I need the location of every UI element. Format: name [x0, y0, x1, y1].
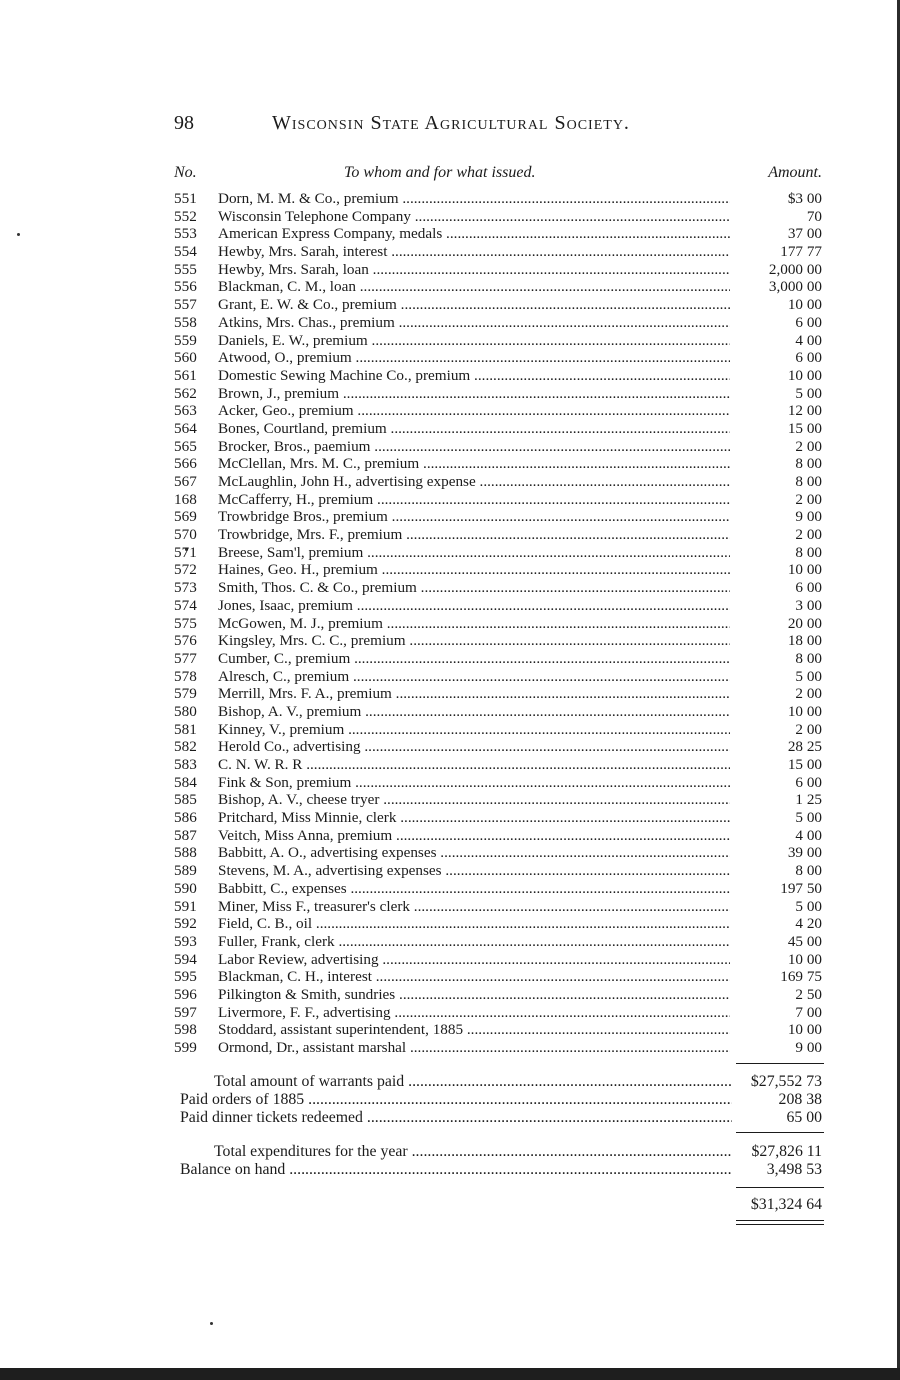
table-row	[174, 208, 826, 226]
warrant-amount: 9 00	[791, 1039, 822, 1057]
warrant-description: Brown, J., premium .....	[218, 385, 730, 403]
warrant-amount: 37 00	[784, 225, 822, 243]
grand-total-row	[174, 1195, 826, 1215]
warrant-number: 591	[174, 897, 197, 915]
warrant-description: American Express Company, medals .....	[218, 225, 730, 243]
warrant-number: 553	[174, 225, 197, 243]
table-row	[174, 986, 826, 1004]
warrant-amount: 2 00	[791, 491, 822, 509]
warrant-amount: 6 00	[791, 774, 822, 792]
warrant-amount: 5 00	[791, 668, 822, 686]
table-row	[174, 951, 826, 969]
warrant-description: Bishop, A. V., cheese tryer .....	[218, 791, 730, 809]
warrant-amount: 15 00	[784, 420, 822, 438]
warrant-amount: 4 20	[791, 915, 822, 933]
warrant-description: Blackman, C. M., loan .....	[218, 278, 730, 296]
table-row	[174, 491, 826, 509]
warrant-number: 575	[174, 614, 197, 632]
warrant-description: Trowbridge Bros., premium .....	[218, 508, 730, 526]
warrant-description: Wisconsin Telephone Company .....	[218, 208, 730, 226]
warrant-description: Livermore, F. F., advertising .....	[218, 1004, 730, 1022]
warrant-number: 576	[174, 632, 197, 650]
table-row	[174, 278, 826, 296]
table-row	[174, 473, 826, 491]
page-number: 98	[174, 112, 194, 134]
warrant-description: Ormond, Dr., assistant marshal .....	[218, 1039, 730, 1057]
warrants-total-value: $27,552 73	[747, 1072, 822, 1092]
warrant-description: Hewby, Mrs. Sarah, interest .....	[218, 243, 730, 261]
table-row	[174, 597, 826, 615]
table-row	[174, 402, 826, 420]
warrant-number: 583	[174, 756, 197, 773]
scan-edge-bottom	[0, 1368, 900, 1380]
warrant-amount: 28 25	[784, 738, 822, 756]
table-row	[174, 898, 826, 916]
table-row	[174, 862, 826, 880]
table-row	[174, 968, 826, 986]
table-row	[174, 243, 826, 261]
warrant-description: Alresch, C., premium .....	[218, 668, 730, 686]
warrant-amount: 3 00	[791, 597, 822, 615]
table-row	[174, 844, 826, 862]
warrant-amount: 2 00	[791, 526, 822, 544]
warrant-amount: 6 00	[791, 349, 822, 367]
warrant-number: 573	[174, 579, 197, 597]
balance-row	[174, 1160, 826, 1180]
warrant-number: 582	[174, 738, 197, 756]
table-row	[174, 332, 826, 350]
warrant-number: 596	[174, 985, 197, 1003]
warrant-amount: 2 00	[791, 685, 822, 703]
warrant-description: Atwood, O., premium .....	[218, 349, 730, 367]
grand-total-rule	[736, 1187, 824, 1188]
warrant-amount: 5 00	[791, 385, 822, 403]
warrant-amount: 10 00	[784, 296, 822, 314]
warrant-number: 557	[174, 296, 197, 314]
warrants-total-label: Total amount of warrants paid .....	[214, 1072, 732, 1092]
warrant-number: 577	[174, 649, 197, 667]
warrant-number: 168	[174, 490, 197, 508]
warrant-number: 567	[174, 473, 197, 490]
expenditure-rule	[736, 1132, 824, 1133]
warrant-amount: 8 00	[791, 473, 822, 491]
table-row	[174, 703, 826, 721]
warrant-number: 593	[174, 932, 197, 950]
table-row	[174, 880, 826, 898]
warrant-number: 563	[174, 402, 197, 420]
warrant-number: 564	[174, 419, 197, 437]
warrant-amount: 4 00	[791, 332, 822, 350]
warrant-number: 599	[174, 1039, 197, 1056]
table-row	[174, 668, 826, 686]
table-row	[174, 349, 826, 367]
warrant-description: Pilkington & Smith, sundries .....	[218, 986, 730, 1004]
warrant-amount: 2 00	[791, 438, 822, 456]
table-row	[174, 385, 826, 403]
grand-total-value: $31,324 64	[747, 1195, 822, 1215]
warrant-description: Atkins, Mrs. Chas., premium .....	[218, 314, 730, 332]
warrant-description: Acker, Geo., premium .....	[218, 402, 730, 420]
scan-speck	[210, 1322, 213, 1325]
warrant-number: 569	[174, 508, 197, 526]
table-row	[174, 438, 826, 456]
warrant-amount: 15 00	[784, 756, 822, 774]
table-row	[174, 1004, 826, 1022]
column-header-no: No.	[174, 164, 197, 181]
warrant-description: Smith, Thos. C. & Co., premium .....	[218, 579, 730, 597]
warrant-amount: 1 25	[791, 791, 822, 809]
table-row	[174, 738, 826, 756]
table-row	[174, 561, 826, 579]
warrant-description: Hewby, Mrs. Sarah, loan .....	[218, 261, 730, 279]
warrant-description: C. N. W. R. R .....	[218, 756, 730, 774]
warrant-number: 551	[174, 190, 197, 207]
warrant-amount: 8 00	[791, 455, 822, 473]
warrant-description: Veitch, Miss Anna, premium .....	[218, 827, 730, 845]
warrant-description: Pritchard, Miss Minnie, clerk .....	[218, 809, 730, 827]
warrant-number: 574	[174, 596, 197, 614]
table-row	[174, 455, 826, 473]
warrant-description: Domestic Sewing Machine Co., premium .....	[218, 367, 730, 385]
table-row	[174, 774, 826, 792]
dinner-tickets-label: Paid dinner tickets redeemed .....	[180, 1108, 732, 1128]
warrant-description: Babbitt, A. O., advertising expenses .....	[218, 844, 730, 862]
running-title: Wisconsin State Agricultural Society.	[272, 112, 630, 134]
table-row	[174, 615, 826, 633]
table-row	[174, 579, 826, 597]
warrant-description: Merrill, Mrs. F. A., premium .....	[218, 685, 730, 703]
warrant-description: Haines, Geo. H., premium .....	[218, 561, 730, 579]
warrant-amount: 45 00	[784, 933, 822, 951]
warrant-amount: 18 00	[784, 632, 822, 650]
table-row	[174, 791, 826, 809]
orders-value: 208 38	[775, 1090, 822, 1110]
table-row	[174, 314, 826, 332]
warrant-description: Grant, E. W. & Co., premium .....	[218, 296, 730, 314]
warrant-number: 556	[174, 278, 197, 296]
warrant-description: Fink & Son, premium .....	[218, 774, 730, 792]
column-header-amount: Amount.	[768, 164, 822, 181]
warrant-description: McLaughlin, John H., advertising expense .....	[218, 473, 730, 491]
warrant-number: 598	[174, 1021, 197, 1039]
table-row	[174, 756, 826, 774]
warrant-number: 597	[174, 1003, 197, 1021]
warrant-amount: 8 00	[791, 544, 822, 562]
warrant-description: Breese, Sam'l, premium .....	[218, 544, 730, 562]
warrant-description: Miner, Miss F., treasurer's clerk .....	[218, 898, 730, 916]
warrant-amount: 6 00	[791, 314, 822, 332]
warrant-description: Kingsley, Mrs. C. C., premium .....	[218, 632, 730, 650]
warrant-description: Brocker, Bros., paemium .....	[218, 438, 730, 456]
warrant-description: Jones, Isaac, premium .....	[218, 597, 730, 615]
table-row	[174, 721, 826, 739]
warrant-number: 585	[174, 791, 197, 809]
scan-speck	[17, 233, 20, 236]
warrant-number: 579	[174, 685, 197, 703]
balance-value: 3,498 53	[763, 1160, 822, 1180]
warrant-description: Kinney, V., premium .....	[218, 721, 730, 739]
warrant-amount: 2,000 00	[765, 261, 822, 279]
warrant-description: Daniels, E. W., premium .....	[218, 332, 730, 350]
table-row	[174, 809, 826, 827]
table-row	[174, 933, 826, 951]
warrant-amount: 6 00	[791, 579, 822, 597]
table-row	[174, 190, 826, 208]
warrant-number: 595	[174, 968, 197, 986]
warrant-description: McClellan, Mrs. M. C., premium .....	[218, 455, 730, 473]
warrant-amount: 169 75	[776, 968, 822, 986]
warrant-amount: 5 00	[791, 898, 822, 916]
warrant-description: Babbitt, C., expenses .....	[218, 880, 730, 898]
warrant-number: 589	[174, 862, 197, 880]
warrant-number: 555	[174, 260, 197, 278]
warrant-list	[174, 190, 826, 1057]
warrant-number: 571	[174, 543, 197, 561]
double-rule-bottom	[736, 1224, 824, 1225]
warrant-amount: $3 00	[784, 190, 822, 208]
table-row	[174, 685, 826, 703]
warrant-description: Stevens, M. A., advertising expenses .....	[218, 862, 730, 880]
double-rule-top	[736, 1220, 824, 1221]
column-headers	[174, 164, 826, 184]
warrant-number: 578	[174, 667, 197, 685]
warrant-number: 554	[174, 243, 197, 261]
warrant-amount: 9 00	[791, 508, 822, 526]
orders-row	[174, 1090, 826, 1110]
warrant-amount: 8 00	[791, 650, 822, 668]
warrant-description: Fuller, Frank, clerk .....	[218, 933, 730, 951]
warrant-number: 565	[174, 437, 197, 455]
warrant-amount: 10 00	[784, 561, 822, 579]
table-row	[174, 225, 826, 243]
table-row	[174, 261, 826, 279]
table-row	[174, 915, 826, 933]
warrant-number: 586	[174, 809, 197, 827]
warrant-number: 592	[174, 915, 197, 933]
warrant-amount: 12 00	[784, 402, 822, 420]
warrant-number: 559	[174, 331, 197, 349]
warrant-number: 562	[174, 384, 197, 402]
warrant-amount: 2 50	[791, 986, 822, 1004]
table-row	[174, 827, 826, 845]
orders-label: Paid orders of 1885 .....	[180, 1090, 732, 1110]
warrant-number: 572	[174, 561, 197, 579]
warrant-amount: 2 00	[791, 721, 822, 739]
warrant-amount: 20 00	[784, 615, 822, 633]
expenditures-row	[174, 1142, 826, 1162]
warrant-amount: 4 00	[791, 827, 822, 845]
warrant-amount: 10 00	[784, 951, 822, 969]
warrant-number: 560	[174, 349, 197, 367]
table-row	[174, 1021, 826, 1039]
balance-label: Balance on hand .....	[180, 1160, 732, 1180]
table-row	[174, 650, 826, 668]
table-row	[174, 508, 826, 526]
warrant-amount: 7 00	[791, 1004, 822, 1022]
warrant-number: 552	[174, 207, 197, 225]
warrant-amount: 10 00	[784, 703, 822, 721]
warrant-amount: 5 00	[791, 809, 822, 827]
warrant-amount: 8 00	[791, 862, 822, 880]
warrant-description: Blackman, C. H., interest .....	[218, 968, 730, 986]
warrant-amount: 10 00	[784, 367, 822, 385]
warrant-amount: 3,000 00	[765, 278, 822, 296]
warrant-number: 590	[174, 879, 197, 897]
warrant-number: 558	[174, 313, 197, 331]
warrant-number: 587	[174, 826, 197, 844]
warrant-description: Labor Review, advertising .....	[218, 951, 730, 969]
warrant-description: Cumber, C., premium .....	[218, 650, 730, 668]
warrant-amount: 177 77	[776, 243, 822, 261]
table-row	[174, 296, 826, 314]
warrant-amount: 39 00	[784, 844, 822, 862]
warrant-description: Bones, Courtland, premium .....	[218, 420, 730, 438]
warrant-description: McGowen, M. J., premium .....	[218, 615, 730, 633]
column-header-description: To whom and for what issued.	[344, 164, 536, 181]
warrant-number: 588	[174, 844, 197, 862]
warrant-description: Bishop, A. V., premium .....	[218, 703, 730, 721]
warrant-number: 561	[174, 366, 197, 384]
table-row	[174, 1039, 826, 1057]
warrant-description: Stoddard, assistant superintendent, 1885 .....	[218, 1021, 730, 1039]
expenditures-label: Total expenditures for the year .....	[214, 1142, 732, 1162]
warrant-description: McCafferry, H., premium .....	[218, 491, 730, 509]
warrant-number: 580	[174, 702, 197, 720]
warrant-number: 594	[174, 950, 197, 968]
warrant-amount: 70	[803, 208, 822, 226]
warrant-description: Trowbridge, Mrs. F., premium .....	[218, 526, 730, 544]
dinner-tickets-value: 65 00	[782, 1108, 822, 1128]
dinner-tickets-row	[174, 1108, 826, 1128]
page-header	[174, 112, 824, 142]
warrant-amount: 197 50	[776, 880, 822, 898]
warrant-amount: 10 00	[784, 1021, 822, 1039]
warrant-number: 584	[174, 773, 197, 791]
warrant-number: 566	[174, 455, 197, 473]
subtotal-rule	[736, 1063, 824, 1064]
table-row	[174, 367, 826, 385]
warrant-number: 581	[174, 720, 197, 738]
table-row	[174, 544, 826, 562]
table-row	[174, 420, 826, 438]
expenditures-value: $27,826 11	[748, 1142, 823, 1162]
table-row	[174, 526, 826, 544]
warrant-description: Field, C. B., oil .....	[218, 915, 730, 933]
warrant-description: Dorn, M. M. & Co., premium .....	[218, 190, 730, 208]
warrant-description: Herold Co., advertising .....	[218, 738, 730, 756]
table-row	[174, 632, 826, 650]
warrant-number: 570	[174, 526, 197, 544]
warrants-total-row	[174, 1072, 826, 1092]
